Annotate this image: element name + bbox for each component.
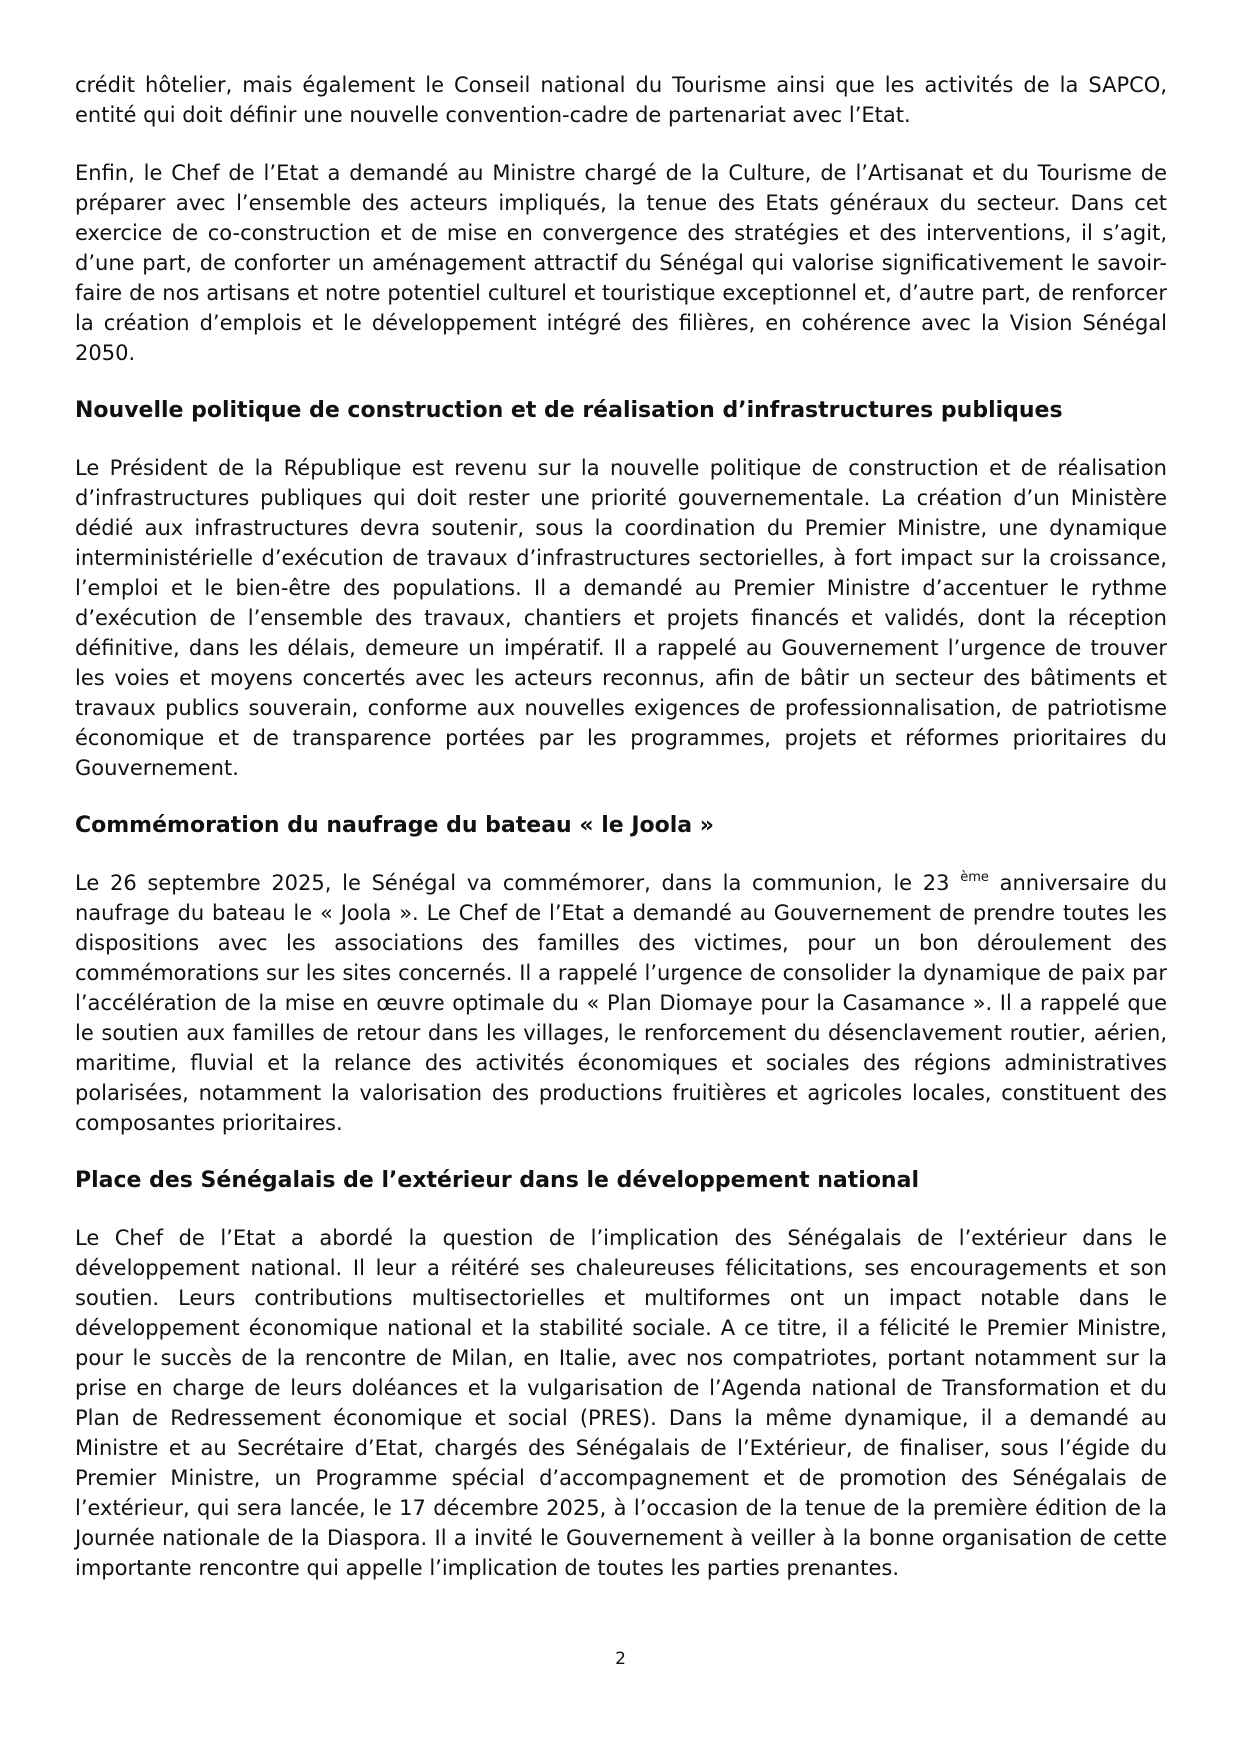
- page-number: 2: [615, 1649, 626, 1669]
- ordinal-superscript: ème: [960, 870, 989, 885]
- heading-joola-commemoration: Commémoration du naufrage du bateau « le Joola »: [75, 813, 715, 838]
- paragraph-tourism-credit: crédit hôtelier, mais également le Conseil national du Tourisme ainsi que les activités de la SAPCO, entité qui doit définir une nouvelle convention-cadre de partenariat avec l’Etat.: [75, 73, 1167, 127]
- paragraph-diaspora: Le Chef de l’Etat a abordé la question de l’implication des Sénégalais de l’extérieur dans le développement national. Il leur a réitéré ses chaleureuses félicitations, ses encouragements et son soutien. Leurs contributions multisectorielles et multiformes ont un impact notable dans le développement économique national et la stabilité sociale. A ce titre, il a félicité le Premier Ministre, pour le succès de la rencontre de Milan, en Italie, avec nos compatriotes, portant notamment sur la prise en charge de leurs doléances et la vulgarisation de l’Agenda national de Transformation et du Plan de Redressement économique et social (PRES). Dans la même dynamique, il a demandé au Ministre et au Secrétaire d’Etat, chargés des Sénégalais de l’Extérieur, de finaliser, sous l’égide du Premier Ministre, un Programme spécial d’accompagnement et de promotion des Sénégalais de l’extérieur, qui sera lancée, le 17 décembre 2025, à l’occasion de la tenue de la première édition de la Journée nationale de la Diaspora. Il a invité le Gouvernement à veiller à la bonne organisation de cette importante rencontre qui appelle l’implication de toutes les parties prenantes.: [75, 1226, 1167, 1580]
- paragraph-joola-text-start: Le 26 septembre 2025, le Sénégal va commémorer, dans la communion, le 23: [75, 871, 961, 895]
- paragraph-joola-text-end: anniversaire du naufrage du bateau le « Joola ». Le Chef de l’Etat a demandé au Gouvernement de prendre toutes les dispositions avec les associations des familles des victimes, pour un bon déroulement des commémorations sur les sites concernés. Il a rappelé l’urgence de consolider la dynamique de paix par l’accélération de la mise en œuvre optimale du « Plan Diomaye pour la Casamance ». Il a rappelé que le soutien aux familles de retour dans les villages, le renforcement du désenclavement routier, aérien, maritime, fluvial et la relance des activités économiques et sociales des régions administratives polarisées, notamment la valorisation des productions fruitières et agricoles locales, constituent des composantes prioritaires.: [75, 871, 1168, 1135]
- heading-diaspora: Place des Sénégalais de l’extérieur dans le développement national: [75, 1168, 919, 1193]
- heading-infrastructure-policy: Nouvelle politique de construction et de réalisation d’infrastructures publiques: [75, 398, 1063, 423]
- paragraph-infrastructure-policy: Le Président de la République est revenu sur la nouvelle politique de construction et de réalisation d’infrastructures publiques qui doit rester une priorité gouvernementale. La création d’un Ministère dédié aux infrastructures devra soutenir, sous la coordination du Premier Ministre, une dynamique interministérielle d’exécution de travaux d’infrastructures sectorielles, à fort impact sur la croissance, l’emploi et le bien-être des populations. Il a demandé au Premier Ministre d’accentuer le rythme d’exécution de l’ensemble des travaux, chantiers et projets financés et validés, dont la réception définitive, dans les délais, demeure un impératif. Il a rappelé au Gouvernement l’urgence de trouver les voies et moyens concertés avec les acteurs reconnus, afin de bâtir un secteur des bâtiments et travaux publics souverain, conforme aux nouvelles exigences de professionnalisation, de patriotisme économique et de transparence portées par les programmes, projets et réformes prioritaires du Gouvernement.: [75, 456, 1167, 780]
- paragraph-etats-generaux: Enfin, le Chef de l’Etat a demandé au Ministre chargé de la Culture, de l’Artisanat et du Tourisme de préparer avec l’ensemble des acteurs impliqués, la tenue des Etats généraux du secteur. Dans cet exercice de co-construction et de mise en convergence des stratégies et des interventions, il s’agit, d’une part, de conforter un aménagement attractif du Sénégal qui valorise significativement le savoir-faire de nos artisans et notre potentiel culturel et touristique exceptionnel et, d’autre part, de renforcer la création d’emplois et le développement intégré des filières, en cohérence avec la Vision Sénégal 2050.: [75, 161, 1167, 365]
- document-page: [75, 70, 1167, 1611]
- paragraph-joola-commemoration: [75, 868, 1167, 1138]
